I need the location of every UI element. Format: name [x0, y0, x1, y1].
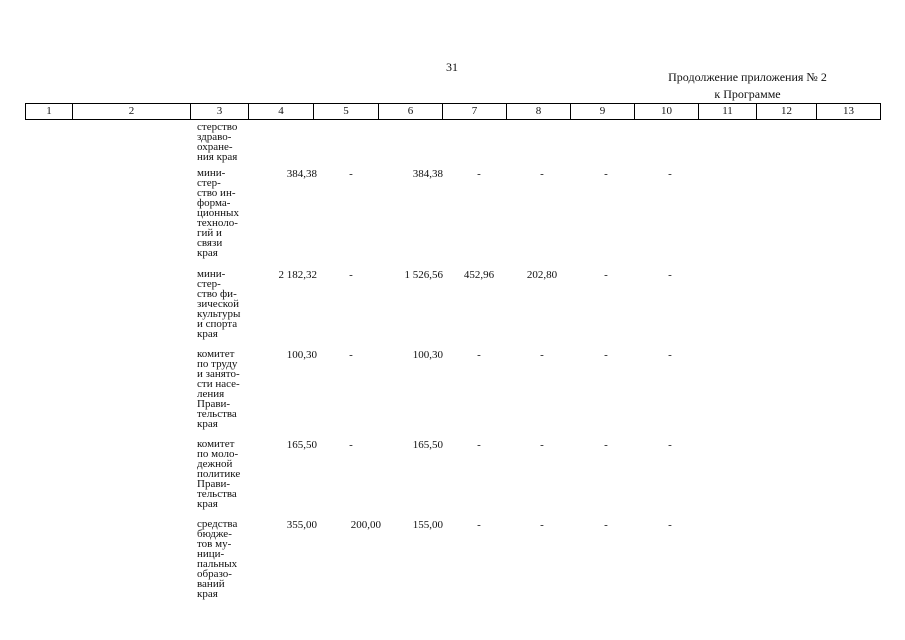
total-cell: 384,38	[286, 168, 317, 180]
value-cell: -	[349, 168, 353, 180]
executor-cell: средства бюдже- тов му- ници- пальных образо- ваний края	[197, 518, 238, 600]
column-header: 11	[699, 104, 757, 120]
column-header: 9	[571, 104, 635, 120]
value-cell: -	[540, 519, 544, 531]
value-cell: -	[540, 349, 544, 361]
total-cell: 165,50	[286, 439, 317, 451]
value-cell: 384,38	[412, 168, 443, 180]
value-cell: -	[477, 519, 481, 531]
value-cell: -	[349, 269, 353, 281]
value-cell: -	[668, 519, 672, 531]
column-header: 8	[507, 104, 571, 120]
value-cell: 165,50	[412, 439, 443, 451]
annex-title: Продолжение приложения № 2	[668, 70, 827, 84]
value-cell: -	[540, 168, 544, 180]
column-header: 13	[817, 104, 881, 120]
executor-cell: комитет по моло- дежной политике Прави- тельства края	[197, 438, 241, 510]
executor-cell: стерство здраво- охране- ния края	[197, 121, 238, 163]
value-cell: -	[668, 349, 672, 361]
value-cell: -	[604, 349, 608, 361]
value-cell: -	[540, 439, 544, 451]
total-cell: 355,00	[286, 519, 317, 531]
column-header: 7	[443, 104, 507, 120]
value-cell: 200,00	[350, 519, 381, 531]
executor-cell: комитет по труду и занято- сти насе- ления Прави- тельства края	[197, 348, 240, 430]
column-header-row	[26, 104, 881, 120]
value-cell: 100,30	[412, 349, 443, 361]
value-cell: -	[477, 439, 481, 451]
value-cell: -	[668, 269, 672, 281]
value-cell: -	[604, 439, 608, 451]
value-cell: -	[349, 349, 353, 361]
column-header: 4	[249, 104, 314, 120]
value-cell: -	[477, 168, 481, 180]
column-header-table	[25, 103, 881, 120]
value-cell: -	[604, 269, 608, 281]
value-cell: 1 526,56	[404, 269, 443, 281]
value-cell: -	[604, 519, 608, 531]
value-cell: -	[477, 349, 481, 361]
column-header: 6	[379, 104, 443, 120]
value-cell: 155,00	[412, 519, 443, 531]
value-cell: -	[668, 168, 672, 180]
executor-cell: мини- стер- ство ин- форма- ционных техноло- гий и связи края	[197, 167, 239, 259]
value-cell: -	[349, 439, 353, 451]
column-header: 2	[73, 104, 191, 120]
value-cell: 202,80	[526, 269, 558, 281]
value-cell: -	[668, 439, 672, 451]
total-cell: 100,30	[286, 349, 317, 361]
value-cell: 452,96	[463, 269, 495, 281]
column-header: 3	[191, 104, 249, 120]
column-header: 10	[635, 104, 699, 120]
column-header: 5	[314, 104, 379, 120]
annex-subtitle: к Программе	[714, 87, 781, 101]
column-header: 12	[757, 104, 817, 120]
page-number: 31	[446, 60, 458, 74]
column-header: 1	[26, 104, 73, 120]
total-cell: 2 182,32	[278, 269, 317, 281]
value-cell: -	[604, 168, 608, 180]
executor-cell: мини- стер- ство фи- зической культуры и спорта края	[197, 268, 241, 340]
